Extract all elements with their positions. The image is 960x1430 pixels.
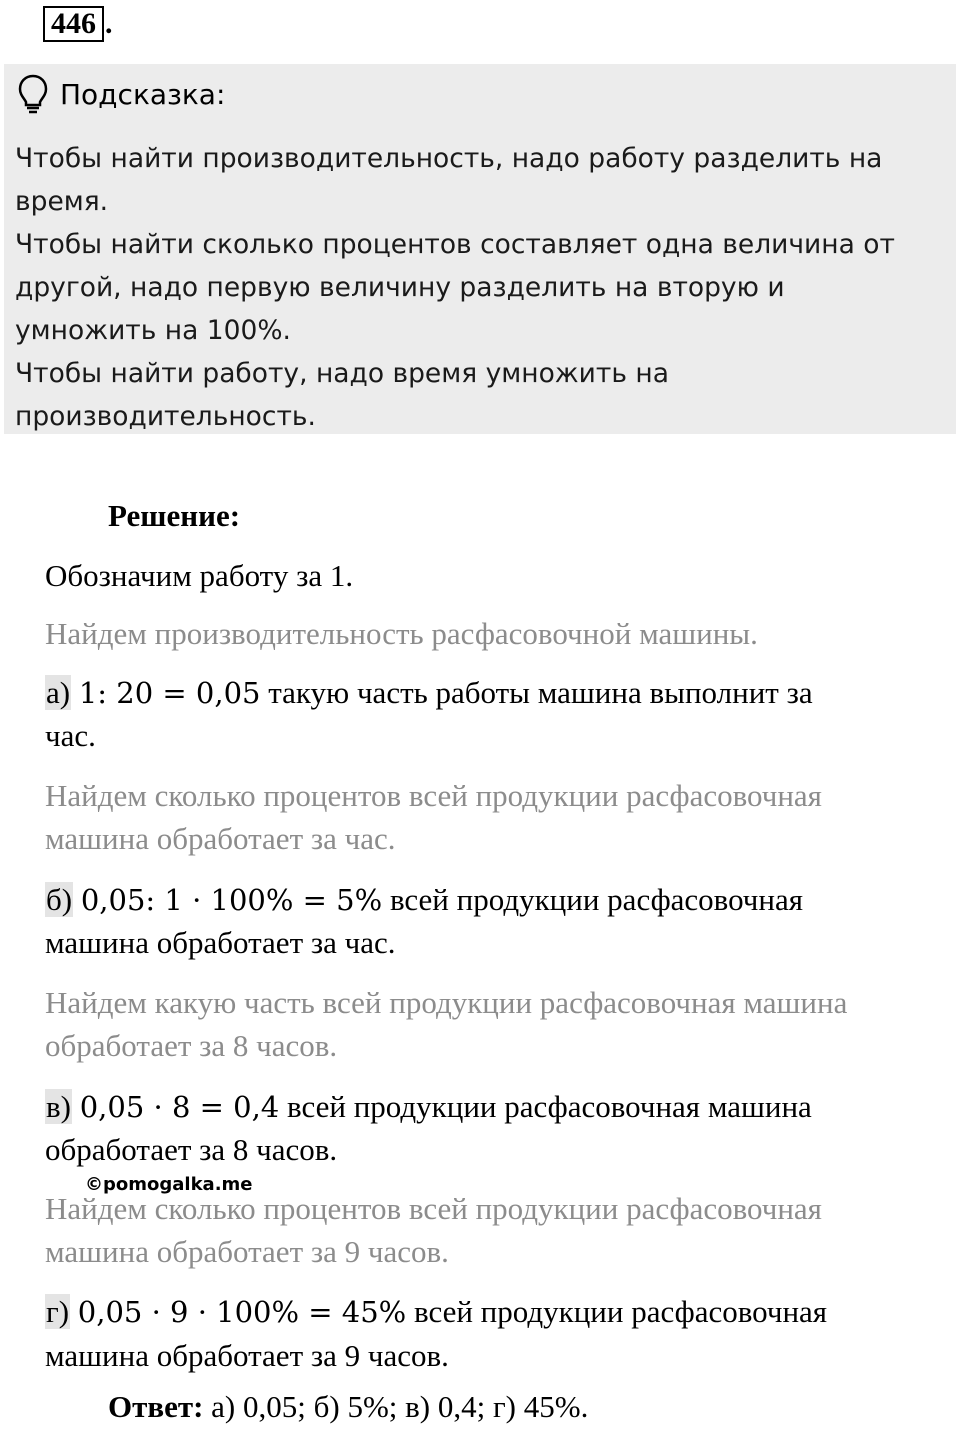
answer-label: Ответ: (108, 1389, 204, 1424)
task-number: 446 . (43, 6, 113, 42)
hint-line: другой, надо первую величину разделить на вторую и (15, 272, 785, 303)
step-d-line1 (45, 1292, 827, 1332)
hint-line: Чтобы найти работу, надо время умножить на (15, 358, 669, 389)
hint-title (18, 74, 225, 114)
step-b-line1 (45, 880, 803, 920)
lightbulb-icon (18, 74, 48, 114)
step-letter: в) (46, 1089, 71, 1124)
step-d-comment: Найдем сколько процентов всей продукции расфасовочная (45, 1191, 822, 1226)
step-text: такую часть работы машина выполнит за (268, 675, 813, 710)
step-formula: 0,05: 1 · 100% = 5% (80, 883, 383, 917)
step-c-comment: Найдем какую часть всей продукции расфасовочная машина (45, 985, 848, 1020)
watermark: ©pomogalka.me (85, 1174, 253, 1195)
solution-heading: Решение: (108, 498, 241, 533)
step-letter: а) (46, 675, 71, 710)
step-a-line1 (45, 673, 813, 713)
step-b-comment: Найдем сколько процентов всей продукции расфасовочная (45, 778, 822, 813)
step-text: всей продукции расфасовочная (389, 882, 804, 917)
step-c-line1 (45, 1087, 812, 1127)
hint-line: умножить на 100%. (15, 315, 291, 346)
task-number-box: 446 (43, 6, 104, 42)
hint-title-text: Подсказка: (60, 77, 226, 111)
step-formula: 1: 20 = 0,05 (78, 676, 261, 710)
step-a-line2: час. (45, 718, 96, 753)
step-letter: б) (46, 882, 73, 917)
step-b-line2: машина обработает за час. (45, 925, 396, 960)
step-d-line2: машина обработает за 9 часов. (45, 1338, 449, 1373)
step-formula: 0,05 · 8 = 0,4 (79, 1090, 280, 1124)
step-d-comment: машина обработает за 9 часов. (45, 1234, 449, 1269)
hint-block (4, 64, 956, 434)
step-c-comment: обработает за 8 часов. (45, 1028, 338, 1063)
answer (108, 1387, 588, 1427)
hint-line: время. (15, 186, 109, 217)
step-letter: г) (46, 1294, 70, 1329)
hint-line: Чтобы найти производительность, надо работу разделить на (15, 143, 883, 174)
step-b-comment: машина обработает за час. (45, 821, 396, 856)
step-text: всей продукции расфасовочная (413, 1294, 828, 1329)
step-text: всей продукции расфасовочная машина (287, 1089, 812, 1124)
hint-line: производительность. (15, 401, 316, 432)
step-formula: 0,05 · 9 · 100% = 45% (77, 1295, 407, 1329)
hint-line: Чтобы найти сколько процентов составляет одна величина от (15, 229, 895, 260)
answer-text: а) 0,05; б) 5%; в) 0,4; г) 45%. (211, 1389, 589, 1424)
solution-intro: Обозначим работу за 1. (45, 558, 354, 593)
step-a-comment: Найдем производительность расфасовочной машины. (45, 616, 758, 651)
hint-text (15, 137, 945, 438)
step-c-line2: обработает за 8 часов. (45, 1132, 338, 1167)
